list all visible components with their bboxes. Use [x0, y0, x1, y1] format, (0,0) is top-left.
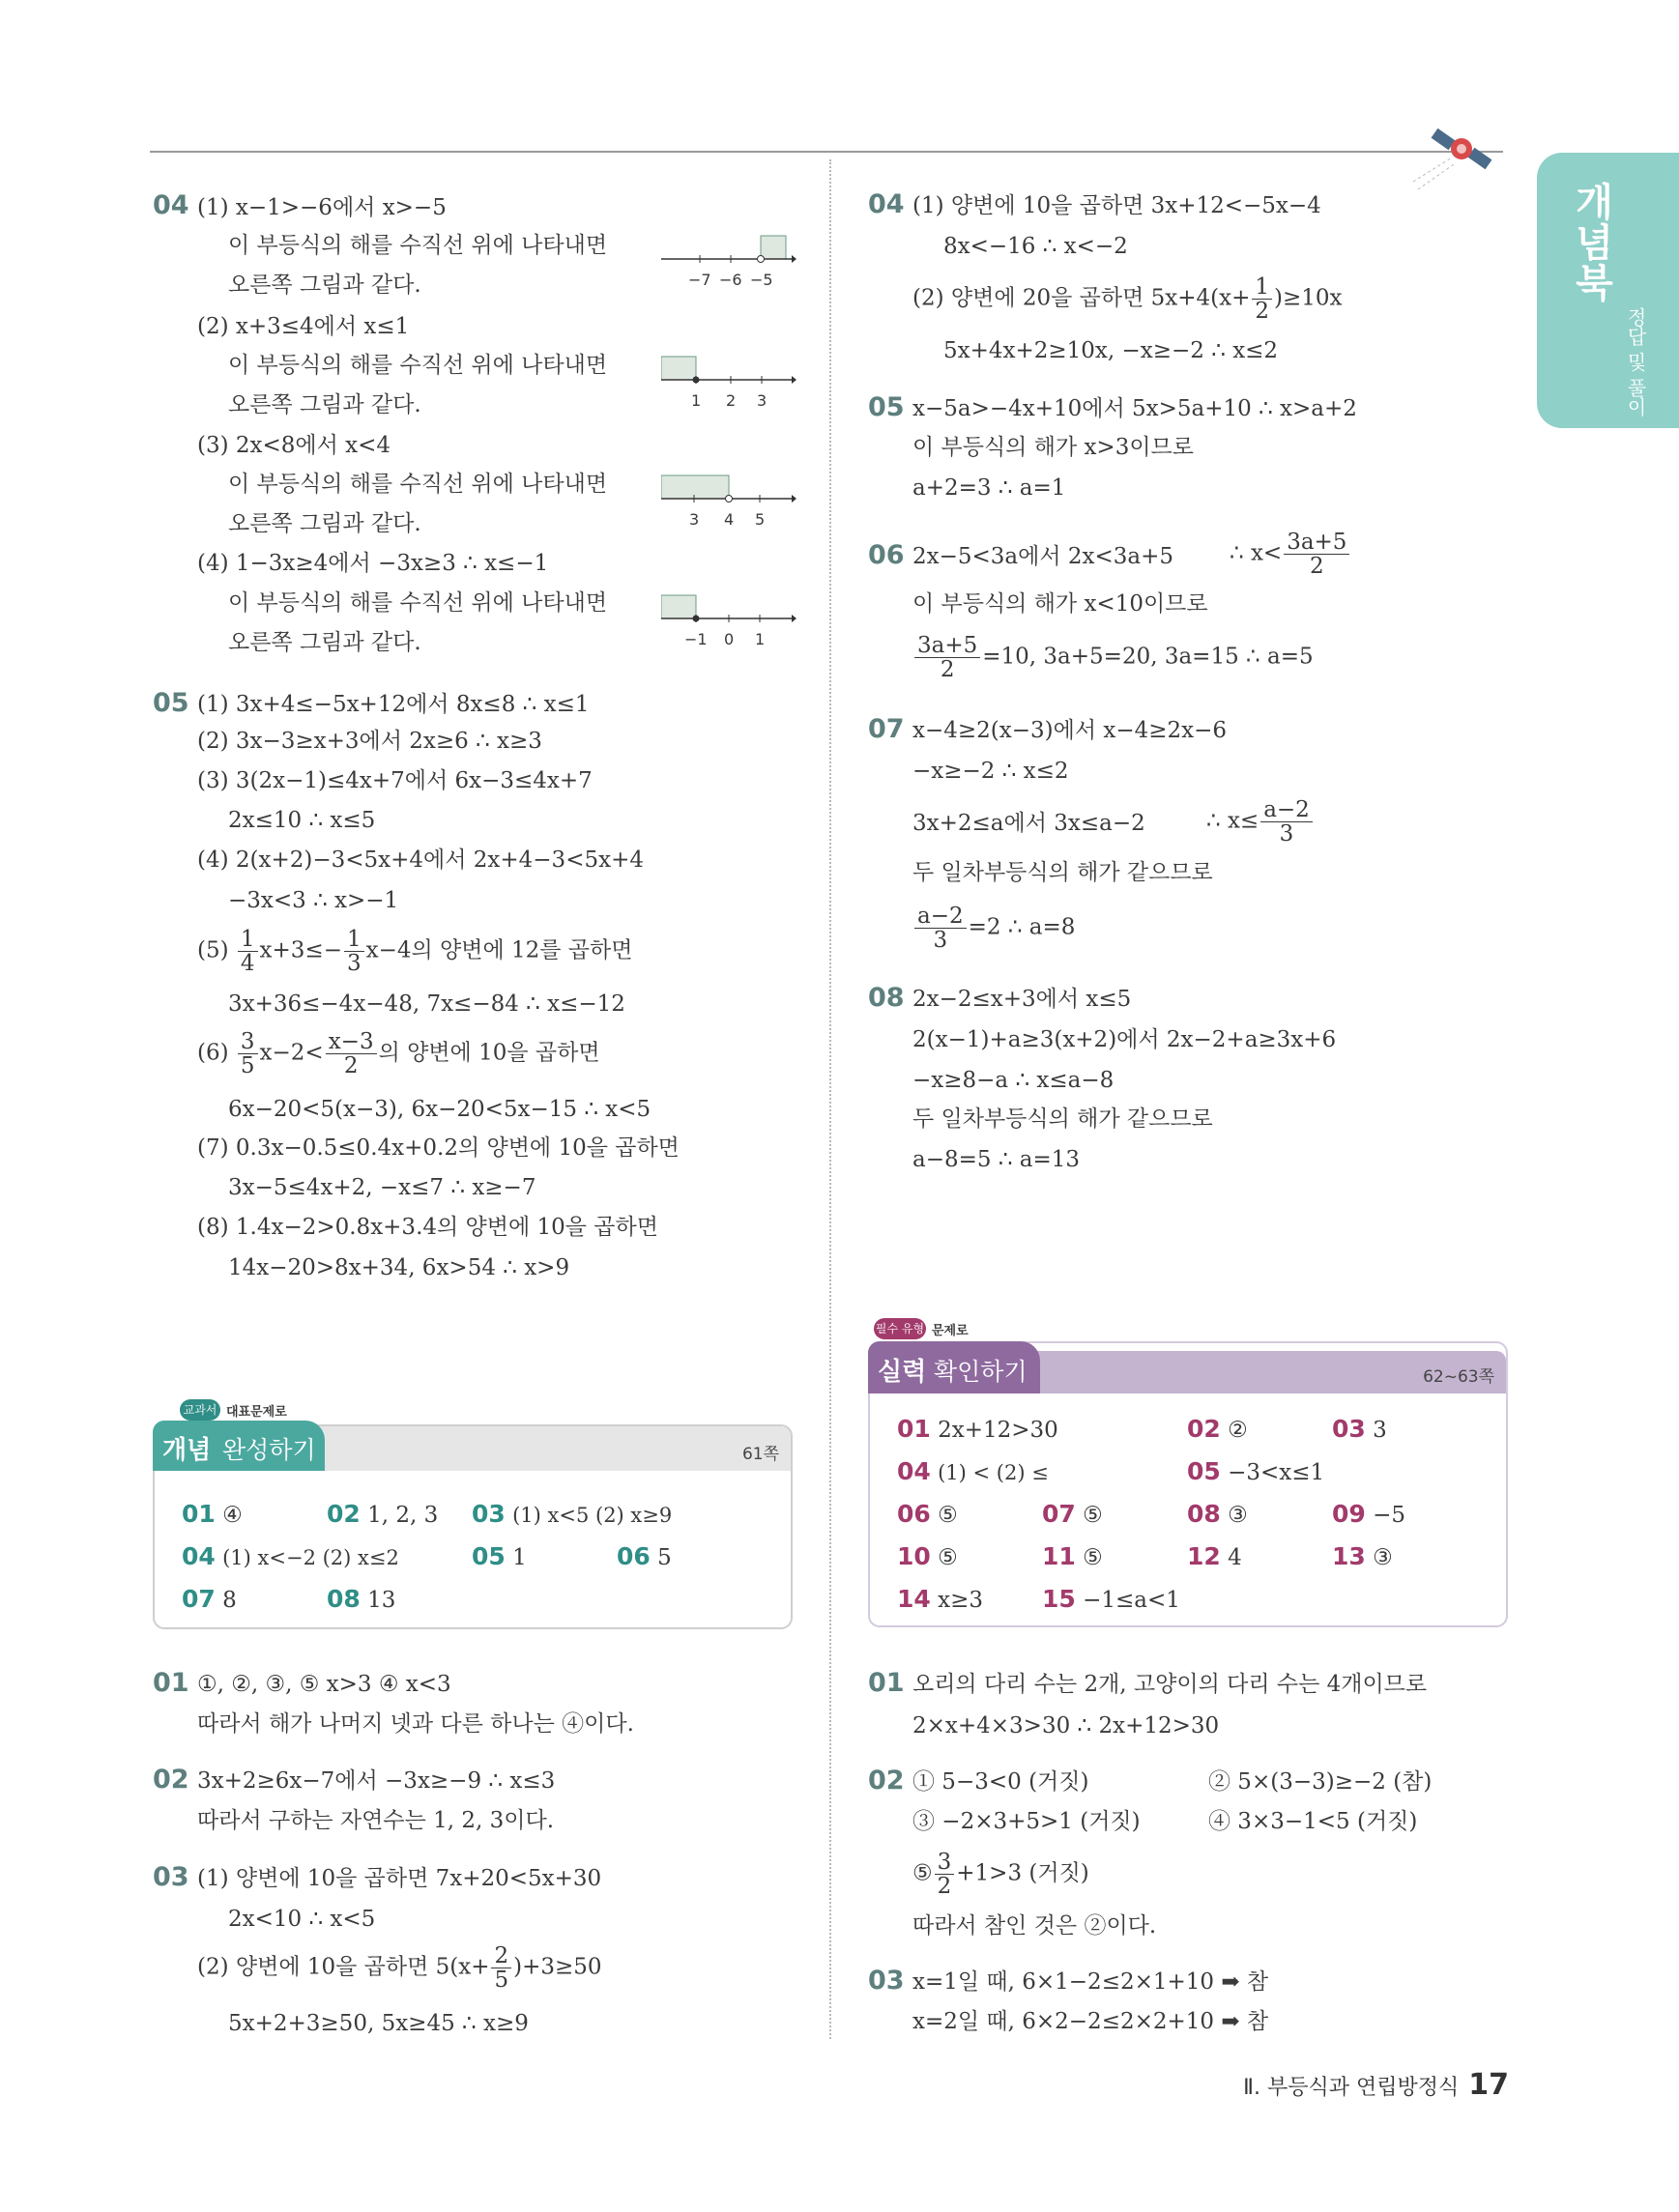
solution-line: ① 5−3<0 (거짓): [912, 1769, 1089, 1795]
answer-value: 2x+12>30: [938, 1418, 1058, 1443]
denominator: 2: [1255, 299, 1269, 325]
numerator: 3a+5: [1284, 531, 1349, 555]
answer-item: [897, 1542, 958, 1572]
answer-value: ③: [1228, 1503, 1248, 1528]
answer-value: ③: [1373, 1545, 1393, 1570]
fraction: [1260, 798, 1313, 846]
denominator: 2: [940, 657, 955, 683]
numerator: 3a+5: [914, 634, 980, 658]
chapter-title: Ⅱ. 부등식과 연립방정식: [1243, 2076, 1460, 2100]
box-title: 확인하기: [934, 1358, 1028, 1386]
numerator: 1: [344, 928, 364, 952]
question-number: 08: [868, 983, 905, 1013]
solution-line: 이 부등식의 해를 수직선 위에 나타내면: [228, 233, 608, 258]
solution-line: [912, 905, 1075, 952]
solution-line: 2x≤10 ∴ x≤5: [228, 808, 376, 833]
answer-item: [1042, 1542, 1103, 1572]
solution-line: x=2일 때, 6×2−2≤2×2+10 ➡ 참: [912, 2009, 1269, 2034]
solution-line: [912, 634, 1314, 681]
question-number: 07: [868, 714, 905, 744]
answer-value: 1, 2, 3: [367, 1503, 439, 1528]
numerator: 2: [491, 1944, 511, 1968]
answer-number: 07: [182, 1585, 216, 1613]
solution-line: 3x−5≤4x+2, −x≤7 ∴ x≥−7: [228, 1175, 536, 1200]
tick-label: 3: [757, 391, 767, 410]
solution-line: 오른쪽 그림과 같다.: [228, 511, 421, 536]
box-title-strong: 실력: [878, 1358, 927, 1387]
solution-line: x−4≥2(x−3)에서 x−4≥2x−6: [912, 718, 1228, 743]
question-number: 03: [153, 1862, 189, 1892]
answer-number: 04: [897, 1457, 931, 1485]
answer-item: [1332, 1500, 1405, 1530]
expression: =10, 3a+5=20, 3a=15 ∴ a=5: [982, 644, 1314, 670]
tick-label: 1: [691, 391, 702, 410]
solution-line: (2) x+3≤4에서 x≤1: [197, 314, 410, 339]
solution-line: 따라서 참인 것은 ②이다.: [912, 1913, 1157, 1939]
solution-line: 2×x+4×3>30 ∴ 2x+12>30: [912, 1713, 1220, 1738]
part-label: (5): [197, 937, 229, 963]
denominator: 3: [346, 951, 362, 977]
expression: x−4의 양변에 12를 곱하면: [365, 937, 633, 963]
solution-line: (3) 3(2x−1)≤4x+7에서 6x−3≤4x+7: [197, 768, 593, 793]
answer-number: 08: [1187, 1500, 1221, 1528]
denominator: 3: [933, 928, 948, 954]
answer-number: 12: [1187, 1542, 1221, 1570]
box-tag: 교과서: [180, 1399, 220, 1421]
solution-line: 이 부등식의 해를 수직선 위에 나타내면: [228, 472, 608, 497]
solution-line: [197, 928, 632, 975]
answer-item: [182, 1585, 237, 1615]
answer-number: 09: [1332, 1500, 1366, 1528]
solution-line: ①, ②, ③, ⑤ x>3 ④ x<3: [197, 1672, 451, 1697]
expression: ∴ x<: [1230, 540, 1283, 566]
solution-line: 8x<−16 ∴ x<−2: [943, 234, 1128, 259]
answer-item: [897, 1500, 958, 1530]
solution-line: (2) 3x−3≥x+3에서 2x≥6 ∴ x≥3: [197, 729, 542, 754]
answer-number: 06: [897, 1500, 931, 1528]
fraction: [326, 1030, 377, 1077]
fraction: [344, 928, 364, 975]
tick-label: −6: [719, 271, 742, 289]
expression: (2) 양변에 10을 곱하면 5(x+: [197, 1954, 490, 1980]
denominator: 2: [937, 1874, 952, 1900]
solution-line: ④ 3×3−1<5 (거짓): [1208, 1809, 1418, 1834]
number-line: [661, 353, 796, 417]
side-tab-title: 개념북: [1569, 182, 1613, 303]
solution-line: −x≥−2 ∴ x≤2: [912, 759, 1069, 784]
answer-number: 02: [327, 1500, 361, 1528]
numerator: a−2: [1260, 798, 1313, 822]
solution-line: (8) 1.4x−2>0.8x+3.4의 양변에 10을 곱하면: [197, 1215, 658, 1240]
denominator: 5: [494, 1968, 509, 1994]
answer-item: [472, 1542, 527, 1572]
tick-label: 1: [755, 630, 766, 648]
page-number: 17: [1468, 2068, 1509, 2102]
solution-line: 이 부등식의 해를 수직선 위에 나타내면: [228, 590, 608, 616]
solution-line: 3x+2≤a에서 3x≤a−2: [912, 811, 1145, 836]
answer-number: 11: [1042, 1542, 1076, 1570]
tick-label: 0: [724, 630, 735, 648]
answer-value: 5: [657, 1545, 672, 1570]
denominator: 2: [1310, 554, 1324, 580]
answer-number: 03: [1332, 1415, 1366, 1443]
answer-value: 3: [1373, 1418, 1387, 1443]
fraction: [238, 1030, 258, 1077]
expression: )+3≥50: [513, 1954, 602, 1980]
answer-item: [1332, 1542, 1393, 1572]
number-line: [661, 591, 796, 655]
solution-line: [1206, 798, 1315, 846]
answer-number: 05: [472, 1542, 506, 1570]
answer-item: [617, 1542, 672, 1572]
answer-number: 03: [472, 1500, 506, 1528]
solution-line: 3x+36≤−4x−48, 7x≤−84 ∴ x≤−12: [228, 991, 625, 1017]
question-number: 01: [868, 1668, 905, 1698]
tick-label: 2: [726, 391, 737, 410]
solution-line: (7) 0.3x−0.5≤0.4x+0.2의 양변에 10을 곱하면: [197, 1135, 680, 1161]
answer-value: ⑤: [938, 1545, 958, 1570]
satellite-icon: [1413, 114, 1510, 191]
answer-item: [1042, 1585, 1180, 1615]
side-tab-subtitle: 정답 및 풀이: [1624, 307, 1647, 417]
solution-line: 오리의 다리 수는 2개, 고양이의 다리 수는 4개이므로: [912, 1672, 1428, 1697]
solution-line: 이 부등식의 해가 x<10이므로: [912, 591, 1208, 617]
numerator: x−3: [326, 1030, 377, 1054]
expression: (2) 양변에 20을 곱하면 5x+4(x+: [912, 285, 1251, 311]
tick-label: 4: [724, 510, 735, 529]
solution-line: x−5a>−4x+10에서 5x>5a+10 ∴ x>a+2: [912, 396, 1357, 421]
answer-number: 06: [617, 1542, 651, 1570]
box-title-tab: [868, 1341, 1040, 1393]
question-number: 04: [153, 190, 189, 220]
answer-item: [327, 1585, 395, 1615]
solution-line: (1) x−1>−6에서 x>−5: [197, 195, 447, 220]
concept-completion-box: [153, 1399, 793, 1629]
solution-line: 이 부등식의 해가 x>3이므로: [912, 435, 1194, 460]
question-number: 06: [868, 540, 905, 570]
solution-line: (1) 3x+4≤−5x+12에서 8x≤8 ∴ x≤1: [197, 692, 590, 717]
answer-number: 05: [1187, 1457, 1221, 1485]
solution-line: 14x−20>8x+34, 6x>54 ∴ x>9: [228, 1255, 570, 1280]
solution-line: (3) 2x<8에서 x<4: [197, 433, 391, 458]
page-footer: [1243, 2068, 1509, 2102]
answer-value: 4: [1228, 1545, 1242, 1570]
box-title-strong: 개념: [162, 1436, 212, 1465]
fraction: [914, 634, 980, 681]
solution-line: 5x+2+3≥50, 5x≥45 ∴ x≥9: [228, 2011, 529, 2036]
question-number: 02: [868, 1766, 905, 1795]
answer-value: 8: [222, 1588, 237, 1613]
box-title: 완성하기: [222, 1436, 316, 1464]
solution-line: 6x−20<5(x−3), 6x−20<5x−15 ∴ x<5: [228, 1097, 651, 1122]
question-number: 05: [153, 688, 189, 718]
question-number: 01: [153, 1668, 189, 1698]
tick-label: 5: [755, 510, 766, 529]
solution-line: 5x+4x+2≥10x, −x≥−2 ∴ x≤2: [943, 338, 1279, 363]
fraction: [1252, 275, 1272, 323]
solution-line: (4) 2(x+2)−3<5x+4에서 2x+4−3<5x+4: [197, 847, 644, 873]
box-page-ref: 62~63쪽: [1423, 1367, 1494, 1387]
question-number: 03: [868, 1966, 905, 1996]
solution-line: [197, 1030, 600, 1077]
expression: ∴ x≤: [1206, 808, 1259, 834]
number-line: [661, 472, 796, 535]
box-title-tab: [153, 1421, 325, 1471]
tick-label: −1: [684, 630, 708, 648]
question-number: 04: [868, 189, 905, 219]
answer-value: 13: [367, 1588, 396, 1613]
skill-check-box: [868, 1316, 1508, 1627]
solution-line: (1) 양변에 10을 곱하면 7x+20<5x+30: [197, 1866, 602, 1891]
solution-line: 2x−2≤x+3에서 x≤5: [912, 987, 1132, 1012]
side-tab[interactable]: [1537, 153, 1679, 428]
solution-line: 두 일차부등식의 해가 같으므로: [912, 860, 1213, 885]
fraction: [935, 1851, 955, 1898]
number-line: [661, 232, 796, 296]
solution-line: a+2=3 ∴ a=1: [912, 475, 1066, 501]
answer-number: 01: [182, 1500, 216, 1528]
solution-line: [1230, 531, 1351, 578]
answer-item: [327, 1500, 438, 1530]
solution-line: 3x+2≥6x−7에서 −3x≥−9 ∴ x≤3: [197, 1768, 556, 1794]
answer-number: 08: [327, 1585, 361, 1613]
answer-number: 14: [897, 1585, 931, 1613]
tick-label: −7: [688, 271, 711, 289]
solution-line: 오른쪽 그림과 같다.: [228, 273, 421, 298]
solution-line: a−8=5 ∴ a=13: [912, 1147, 1081, 1172]
numerator: 3: [238, 1030, 258, 1054]
answer-value: ②: [1228, 1418, 1248, 1443]
denominator: 2: [343, 1053, 359, 1079]
box-page-ref: 61쪽: [741, 1445, 779, 1464]
solution-line: ② 5×(3−3)≥−2 (참): [1208, 1769, 1433, 1795]
answer-item: [1332, 1415, 1387, 1445]
denominator: 3: [1279, 821, 1294, 847]
numerator: 1: [1252, 275, 1272, 300]
tick-label: −5: [750, 271, 773, 289]
question-number: 05: [868, 392, 905, 422]
solution-line: −3x<3 ∴ x>−1: [228, 888, 399, 913]
column-divider: [829, 159, 831, 2039]
fraction: [914, 905, 967, 952]
answer-item: [897, 1415, 1058, 1445]
answer-item: [1187, 1415, 1248, 1445]
fraction: [238, 928, 258, 975]
answer-value: ④: [222, 1503, 243, 1528]
expression: +1>3 (거짓): [956, 1860, 1089, 1886]
solution-line: 2x−5<3a에서 2x<3a+5: [912, 544, 1173, 569]
tick-label: 3: [689, 510, 700, 529]
answer-value: ⑤: [1083, 1545, 1103, 1570]
answer-number: 07: [1042, 1500, 1076, 1528]
solution-line: (4) 1−3x≥4에서 −3x≥3 ∴ x≤−1: [197, 551, 549, 576]
expression: )≥10x: [1273, 285, 1343, 311]
answer-item: [1187, 1457, 1324, 1487]
answer-number: 15: [1042, 1585, 1076, 1613]
answer-value: ⑤: [938, 1503, 958, 1528]
answer-item: [897, 1585, 983, 1615]
numerator: 3: [935, 1851, 955, 1875]
fraction: [1284, 531, 1349, 578]
fraction: [491, 1944, 511, 1992]
solution-line: 두 일차부등식의 해가 같으므로: [912, 1106, 1213, 1132]
box-tag-caption: 문제로: [932, 1324, 969, 1338]
numerator: a−2: [914, 905, 967, 929]
solution-line: 오른쪽 그림과 같다.: [228, 630, 421, 655]
solution-line: x=1일 때, 6×1−2≤2×1+10 ➡ 참: [912, 1969, 1269, 1995]
answer-value: −5: [1373, 1503, 1406, 1528]
answer-item: [1042, 1500, 1103, 1530]
solution-line: 오른쪽 그림과 같다.: [228, 392, 421, 417]
solution-line: −x≥8−a ∴ x≤a−8: [912, 1068, 1115, 1093]
answer-number: 01: [897, 1415, 931, 1443]
solution-line: (1) 양변에 10을 곱하면 3x+12<−5x−4: [912, 193, 1321, 218]
answer-value: ⑤: [1083, 1503, 1103, 1528]
question-number: 02: [153, 1765, 189, 1795]
answer-value: (1) x<5 (2) x≥9: [512, 1504, 673, 1527]
answer-value: (1) x<−2 (2) x≤2: [222, 1546, 399, 1569]
answer-value: 1: [512, 1545, 527, 1570]
solution-line: 따라서 구하는 자연수는 1, 2, 3이다.: [197, 1808, 555, 1833]
top-rule: [150, 151, 1503, 153]
solution-line: 이 부등식의 해를 수직선 위에 나타내면: [228, 353, 608, 378]
expression: =2 ∴ a=8: [968, 914, 1076, 940]
solution-line: [912, 1851, 1089, 1898]
answer-number: 10: [897, 1542, 931, 1570]
answer-item: [182, 1500, 243, 1530]
solution-line: ③ −2×3+5>1 (거짓): [912, 1809, 1141, 1834]
answer-item: [897, 1457, 1049, 1487]
denominator: 4: [240, 951, 255, 977]
answer-number: 04: [182, 1542, 216, 1570]
solution-line: [197, 1944, 602, 1992]
answer-value: (1) < (2) ≤: [938, 1461, 1049, 1484]
part-label: (6): [197, 1040, 229, 1066]
expression: ⑤: [912, 1860, 933, 1886]
solution-line: 따라서 해가 나머지 넷과 다른 하나는 ④이다.: [197, 1711, 634, 1737]
numerator: 1: [238, 928, 258, 952]
solution-line: 2(x−1)+a≥3(x+2)에서 2x−2+a≥3x+6: [912, 1027, 1337, 1052]
answer-item: [182, 1542, 399, 1572]
answer-number: 13: [1332, 1542, 1366, 1570]
answer-value: −1≤a<1: [1083, 1588, 1180, 1613]
box-tag: 필수 유형: [874, 1318, 926, 1339]
solution-line: [912, 275, 1342, 323]
box-tag-caption: 대표문제로: [226, 1405, 287, 1420]
answer-value: −3<x≤1: [1228, 1460, 1325, 1485]
answer-value: x≥3: [938, 1588, 983, 1613]
answer-item: [472, 1500, 672, 1530]
solution-line: 2x<10 ∴ x<5: [228, 1907, 376, 1932]
expression: x+3≤−: [259, 937, 342, 963]
answer-number: 02: [1187, 1415, 1221, 1443]
expression: x−2<: [259, 1040, 324, 1066]
denominator: 5: [240, 1053, 255, 1079]
expression: 의 양변에 10을 곱하면: [378, 1040, 600, 1066]
answer-item: [1187, 1542, 1242, 1572]
answer-item: [1187, 1500, 1248, 1530]
